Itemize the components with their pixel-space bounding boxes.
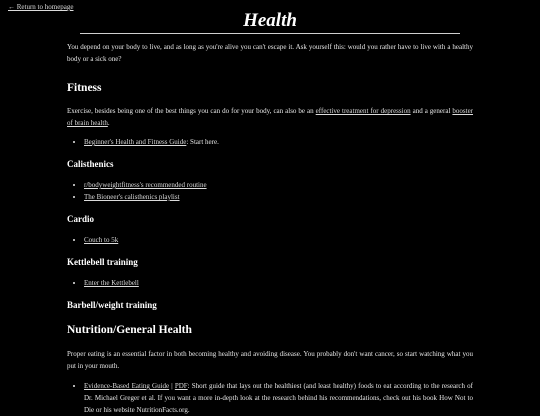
page-title: Health: [243, 10, 297, 31]
kettlebell-heading: Kettlebell training: [67, 257, 138, 267]
fitness-text-2: and a general: [410, 107, 453, 115]
couch-to-5k-link[interactable]: Couch to 5k: [84, 236, 119, 244]
main-content: [67, 41, 473, 416]
cardio-list: [67, 234, 473, 246]
fitness-heading: Fitness: [67, 82, 102, 94]
fitness-list: [67, 136, 473, 148]
pdf-link[interactable]: PDF: [174, 382, 188, 390]
bioneer-playlist-link[interactable]: The Bioneer's calisthenics playlist: [84, 193, 180, 201]
nutrition-list: [67, 380, 473, 416]
calisthenics-list: [67, 179, 473, 203]
evidence-based-eating-guide-link[interactable]: Evidence-Based Eating Guide: [84, 382, 170, 390]
calisthenics-heading: Calisthenics: [67, 159, 114, 169]
barbell-heading: Barbell/weight training: [67, 300, 157, 310]
beginners-guide-text: : Start here.: [186, 138, 219, 146]
nutrition-paragraph: Proper eating is an essential factor in both becoming healthy and avoiding disease. You probably don't want cancer, so start watching what you put in your mouth.: [67, 350, 473, 370]
list-item: [84, 234, 473, 246]
enter-the-kettlebell-link[interactable]: Enter the Kettlebell: [84, 279, 139, 287]
kettlebell-list: [67, 277, 473, 289]
brain-health-link[interactable]: booster of brain health: [67, 107, 474, 127]
beginners-guide-link[interactable]: Beginner's Health and Fitness Guide: [84, 138, 187, 146]
list-item: [84, 136, 473, 148]
fitness-paragraph: [67, 105, 473, 129]
list-item: [84, 380, 473, 416]
nutrition-heading: Nutrition/General Health: [67, 324, 192, 336]
eating-guide-text: : Short guide that lays out the healthiest (and least healthy) foods to eat according to the research of Dr. Michael Greger et al. If you want a more in-depth look at the research behind his recommendations, check out his book How Not to Die or his website NutritionFacts.org.: [84, 382, 474, 414]
return-to-homepage-link[interactable]: ← Return to homepage: [8, 3, 74, 11]
title-divider: [80, 33, 460, 34]
cardio-heading: Cardio: [67, 214, 94, 224]
list-item: [84, 179, 473, 191]
link-separator: |: [169, 382, 175, 390]
intro-paragraph: You depend on your body to live, and as long as you're alive you can't escape it. Ask yourself this: would you rather have to live with a healthy body or a sick one?: [67, 43, 473, 63]
list-item: [84, 277, 473, 289]
bodyweightfitness-routine-link[interactable]: r/bodyweightfitness's recommended routine: [84, 181, 207, 189]
list-item: [84, 191, 473, 203]
depression-treatment-link[interactable]: effective treatment for depression: [315, 107, 411, 115]
fitness-text-1: Exercise, besides being one of the best things you can do for your body, can also be an: [67, 107, 316, 115]
fitness-text-3: .: [107, 119, 110, 127]
